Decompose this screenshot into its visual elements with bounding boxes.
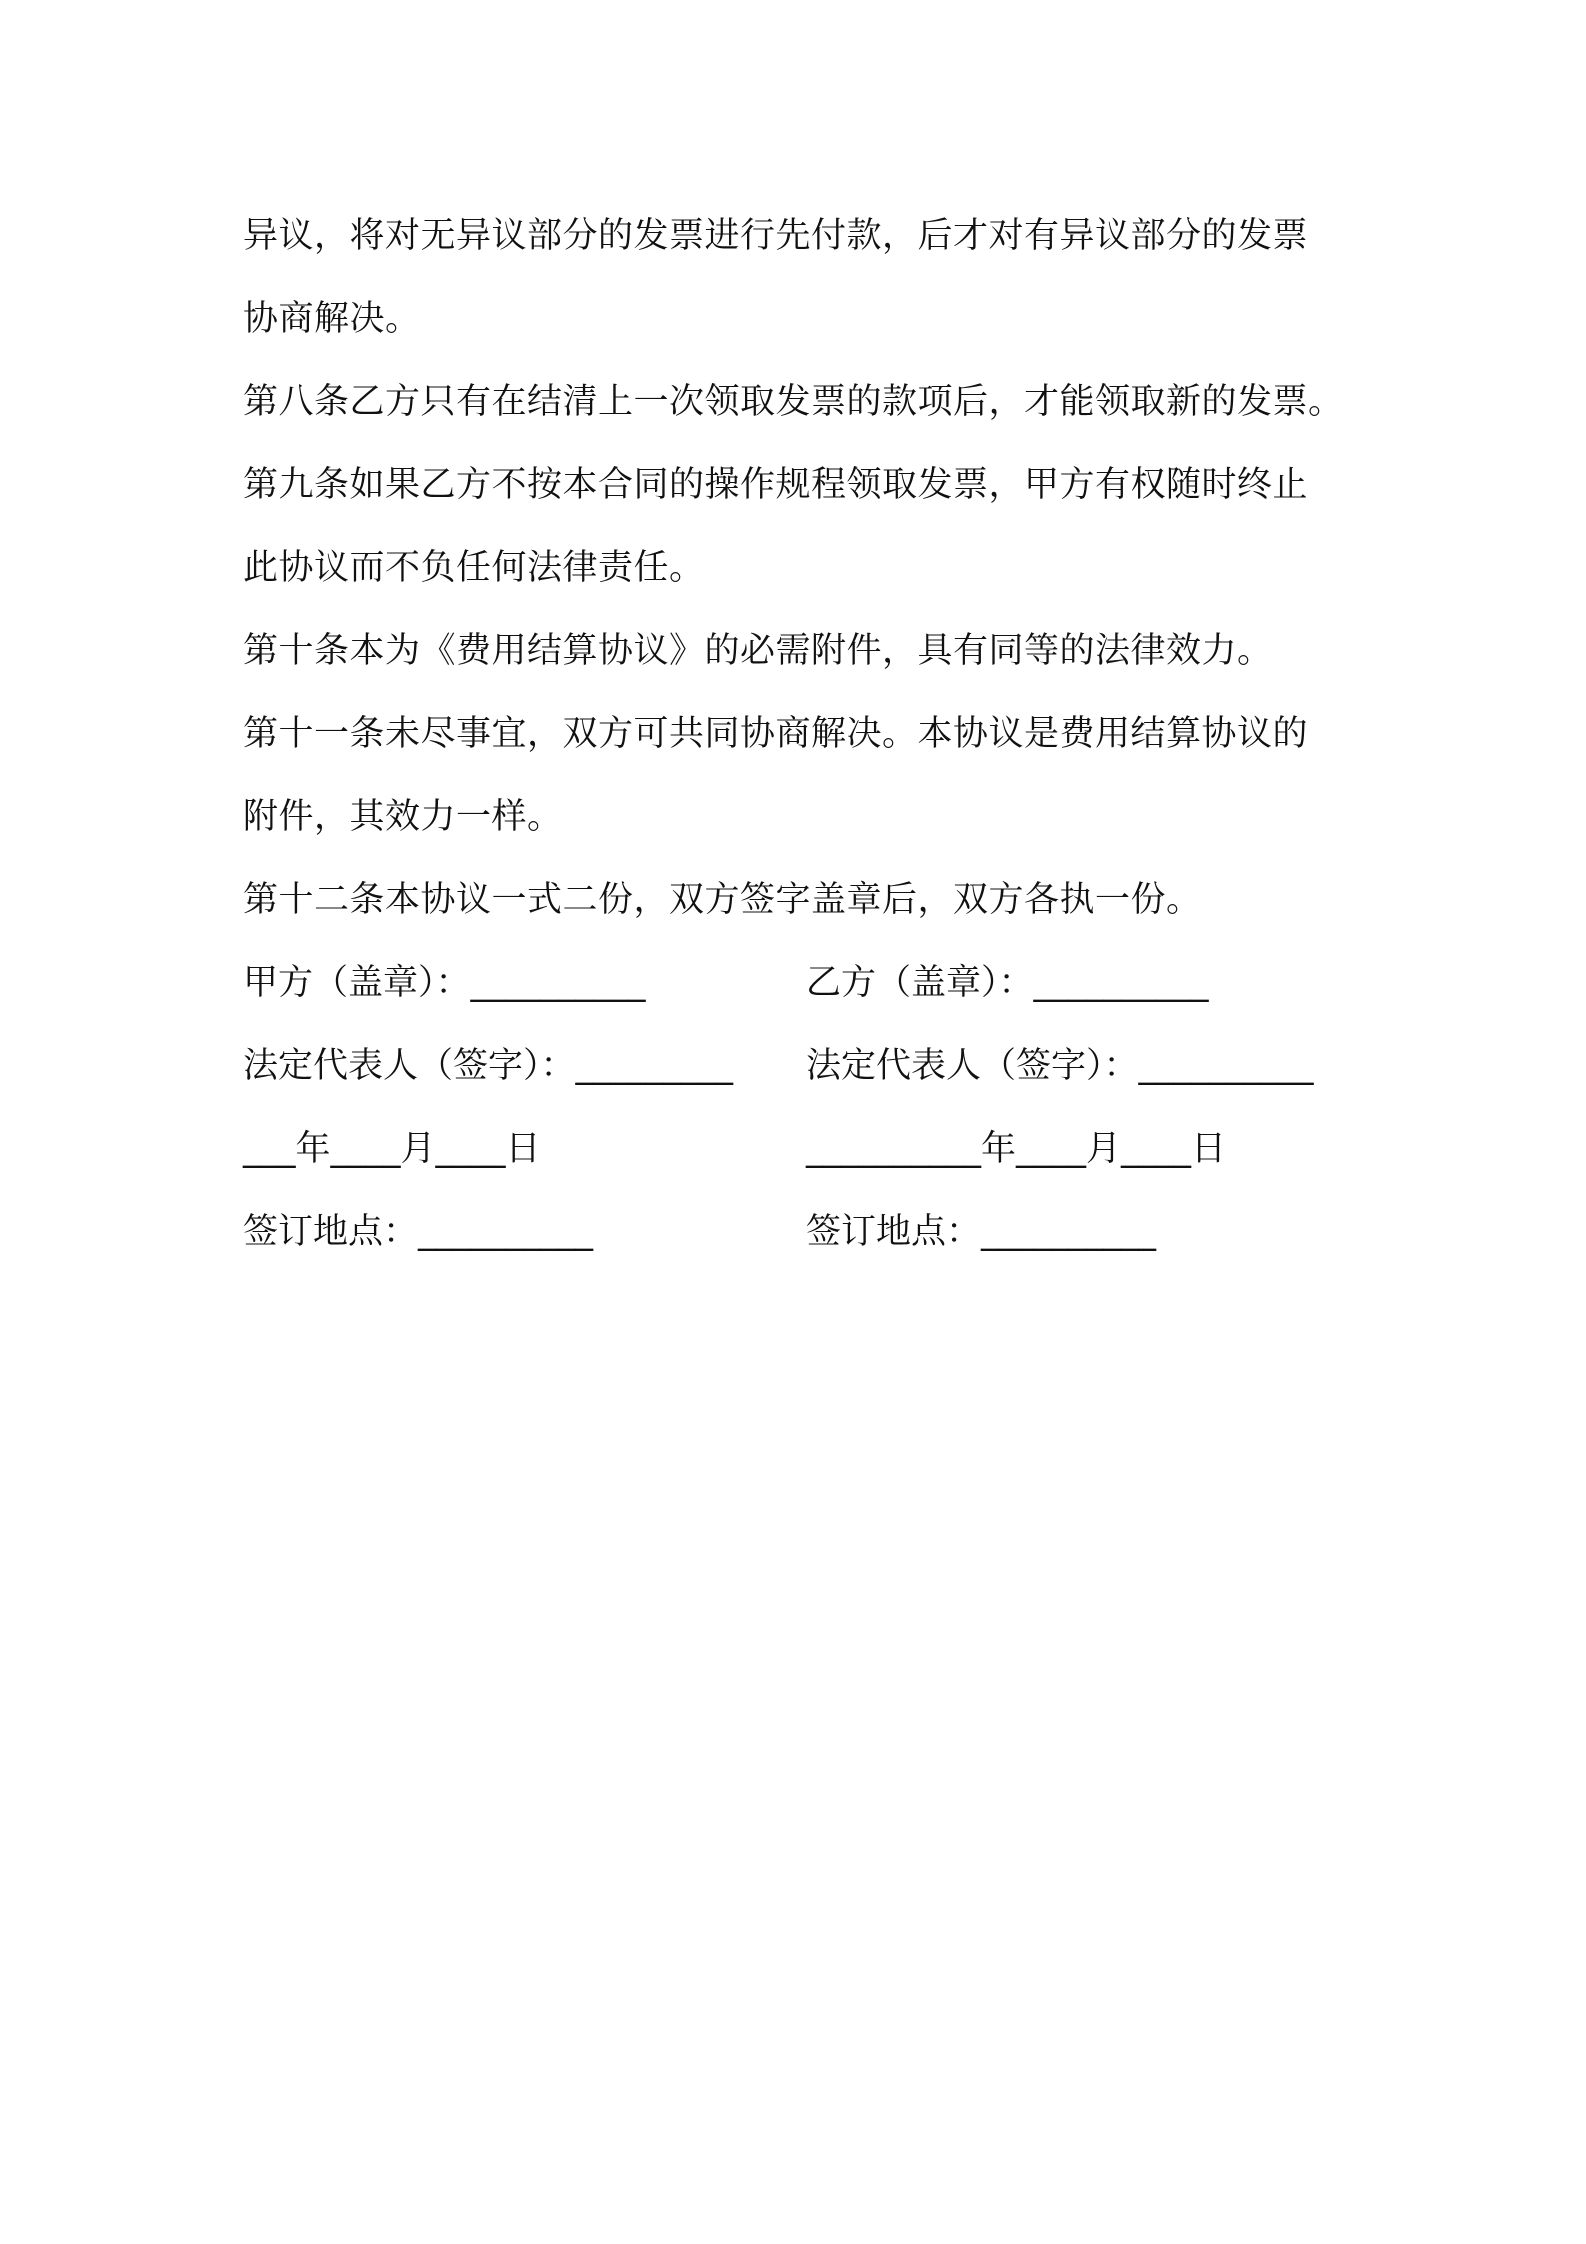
date-row (243, 1108, 1383, 1191)
article-9-line-2: 此协议而不负任何法律责任。 (243, 548, 705, 588)
article-11-line-1: 第十一条未尽事宜，双方可共同协商解决。本协议是费用结算协议的 (243, 714, 1309, 754)
representative-row (243, 1025, 1383, 1108)
party-b-seal: 乙方（盖章）：__________ (806, 963, 1209, 1003)
article-10: 第十条本为《费用结算协议》的必需附件，具有同等的法律效力。 (243, 631, 1273, 671)
article-12: 第十二条本协议一式二份，双方签字盖章后，双方各执一份。 (243, 880, 1202, 920)
seal-row (243, 942, 1383, 1025)
party-a-representative: 法定代表人（签字）：_________ (243, 1046, 734, 1086)
party-a-seal: 甲方（盖章）：__________ (243, 963, 646, 1003)
party-b-place: 签订地点：__________ (806, 1212, 1157, 1252)
article-9-line-1: 第九条如果乙方不按本合同的操作规程领取发票，甲方有权随时终止 (243, 465, 1309, 505)
party-b-representative: 法定代表人（签字）：__________ (806, 1046, 1314, 1086)
contract-body (243, 195, 1383, 942)
party-a-date: ___年____月____日 (243, 1129, 541, 1169)
article-8: 第八条乙方只有在结清上一次领取发票的款项后，才能领取新的发票。 (243, 382, 1344, 422)
signature-block (243, 942, 1383, 1274)
party-a-place: 签订地点：__________ (243, 1212, 594, 1252)
article-11-line-2: 附件，其效力一样。 (243, 797, 563, 837)
paragraph-line: 协商解决。 (243, 299, 421, 339)
party-b-date: __________年____月____日 (806, 1129, 1227, 1169)
paragraph-line: 异议，将对无异议部分的发票进行先付款，后才对有异议部分的发票 (243, 216, 1309, 256)
place-row (243, 1191, 1383, 1274)
